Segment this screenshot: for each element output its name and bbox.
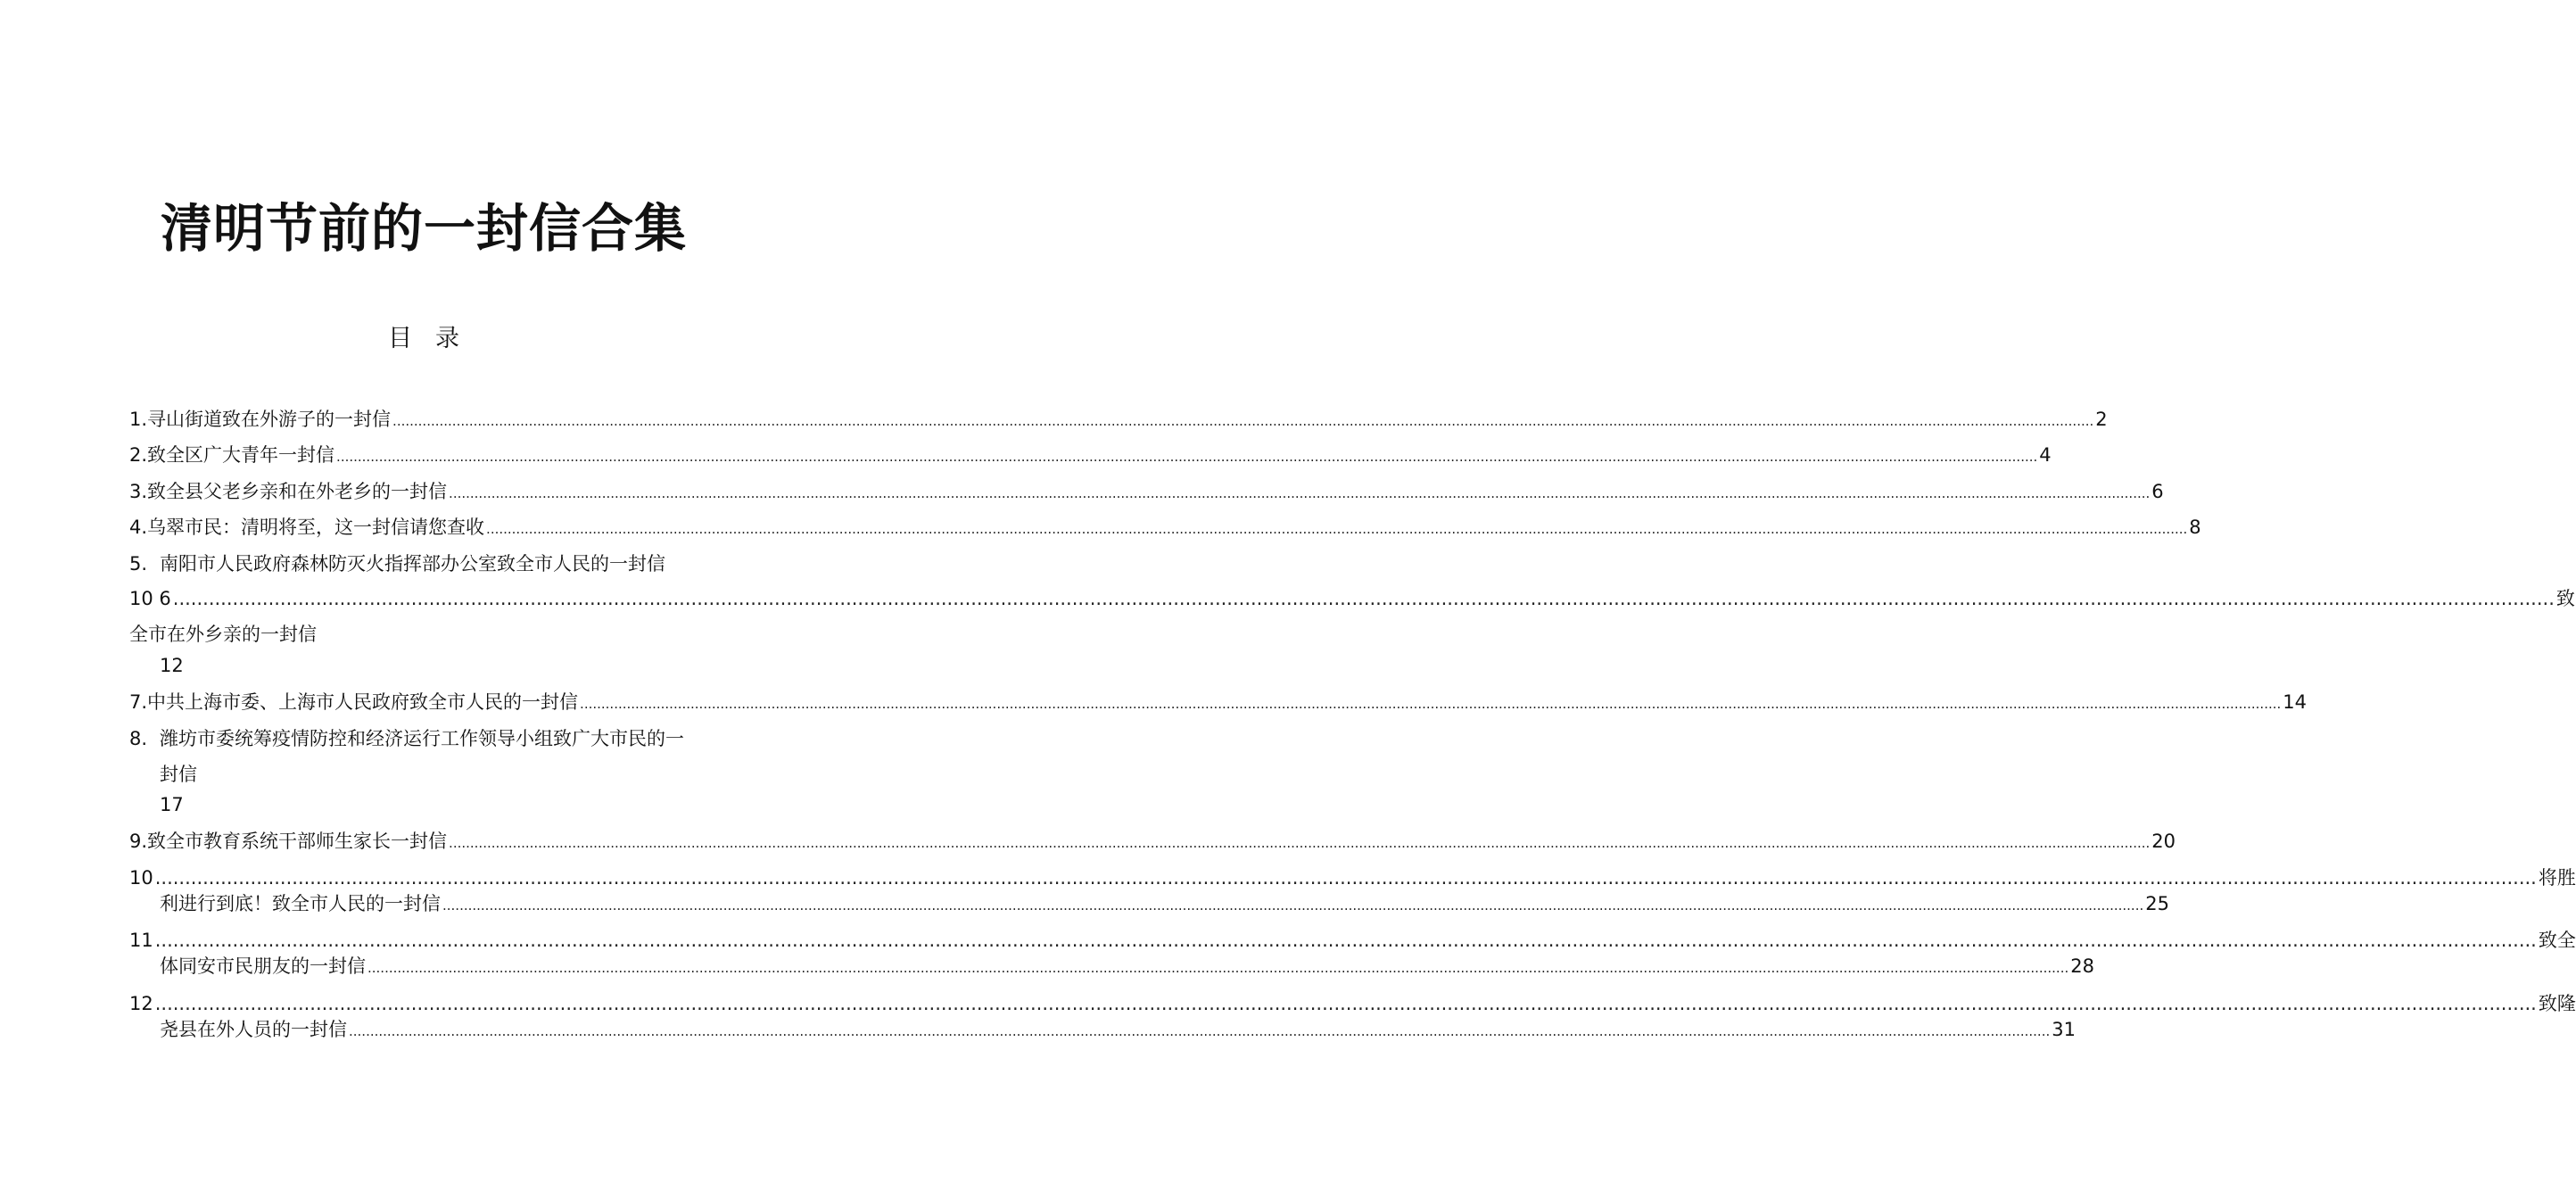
toc-leader: ................................................................................................................................................................................................................................................................................................................................................................................................................ [392, 413, 2094, 429]
toc-leader: ................................................................................................................................................................................................................................................................................................................................................................................................................ [154, 993, 2537, 1014]
toc-leader: ................................................................................................................................................................................................................................................................................................................................................................................................................ [486, 521, 2188, 537]
toc-entry-broken[interactable] [129, 927, 2576, 954]
toc-page: 17 [160, 794, 184, 815]
toc-entry-continued[interactable] [160, 1016, 2076, 1045]
toc-entry-continued[interactable] [160, 953, 2094, 981]
toc-page: 20 [2151, 831, 2176, 852]
toc-page: 25 [2145, 893, 2169, 914]
toc-page: 28 [2070, 955, 2094, 977]
toc-page: 14 [2283, 691, 2308, 713]
toc-page: 8 [2189, 517, 2201, 538]
toc-entry[interactable] [129, 550, 665, 577]
toc-heading: 目录 [388, 325, 483, 352]
toc-text[interactable]: 全市在外乡亲的一封信 [129, 624, 317, 645]
toc-leader: ................................................................................................................................................................................................................................................................................................................................................................................................................ [154, 930, 2537, 951]
toc-text: 寻山街道致在外游子的一封信 [147, 409, 392, 430]
toc-text: 将胜 [2538, 867, 2576, 889]
toc-page: 10 6 [129, 588, 171, 609]
toc-leader: ................................................................................................................................................................................................................................................................................................................................................................................................................ [172, 588, 2555, 609]
toc-leader: ................................................................................................................................................................................................................................................................................................................................................................................................................ [449, 835, 2151, 851]
toc-entry[interactable] [129, 725, 684, 752]
toc-entry[interactable] [129, 828, 2176, 856]
toc-number: 9. [129, 831, 148, 852]
toc-text: 南阳市人民政府森林防灭火指挥部办公室致全市人民的一封信 [160, 553, 665, 575]
toc-page: 2 [2095, 409, 2108, 430]
toc-leader: ................................................................................................................................................................................................................................................................................................................................................................................................................ [580, 696, 2282, 712]
toc-number: 5. [129, 553, 148, 575]
toc-page: 4 [2039, 444, 2052, 466]
toc-leader: ................................................................................................................................................................................................................................................................................................................................................................................................................ [449, 485, 2151, 501]
toc-entry[interactable] [129, 406, 2108, 434]
toc-number: 4. [129, 517, 148, 538]
toc-number: 3. [129, 481, 148, 502]
toc-number: 11 [129, 930, 153, 951]
toc-leader: ................................................................................................................................................................................................................................................................................................................................................................................................................ [442, 897, 2144, 914]
toc-entry-broken[interactable] [129, 864, 2576, 891]
toc-text: 致全市教育系统干部师生家长一封信 [147, 831, 448, 852]
toc-leader: ................................................................................................................................................................................................................................................................................................................................................................................................................ [349, 1023, 2051, 1039]
document-title: 清明节前的一封信合集 [160, 198, 687, 259]
toc-text: 体同安市民朋友的一封信 [160, 955, 366, 977]
toc-entry[interactable] [129, 689, 2308, 717]
toc-number: 7. [129, 691, 148, 713]
toc-entry-continued[interactable] [160, 890, 2169, 919]
toc-leader: ................................................................................................................................................................................................................................................................................................................................................................................................................ [154, 867, 2537, 889]
toc-number: 1. [129, 409, 148, 430]
toc-text: 乌翠市民：清明将至，这一封信请您查收 [147, 517, 485, 538]
toc-text: 中共上海市委、上海市人民政府致全市人民的一封信 [147, 691, 579, 713]
toc-text: 潍坊市委统筹疫情防控和经济运行工作领导小组致广大市民的一 [160, 728, 684, 749]
toc-number: 2. [129, 444, 148, 466]
toc-text: 致全 [2538, 930, 2576, 951]
toc-text: 致全县父老乡亲和在外老乡的一封信 [147, 481, 448, 502]
toc-number: 8. [129, 728, 148, 749]
toc-page: 12 [160, 655, 184, 676]
toc-text: 致隆 [2538, 993, 2576, 1014]
toc-number: 10 [129, 867, 153, 889]
toc-entry[interactable] [129, 442, 2052, 470]
toc-number: 12 [129, 993, 153, 1014]
toc-entry[interactable] [129, 514, 2201, 542]
toc-page: 6 [2151, 481, 2164, 502]
toc-entry-broken[interactable] [129, 990, 2576, 1017]
toc-leader: ................................................................................................................................................................................................................................................................................................................................................................................................................ [367, 960, 2069, 976]
toc-text: 致 [2555, 588, 2575, 609]
toc-entry[interactable] [129, 478, 2164, 507]
toc-entry-broken[interactable] [129, 585, 2575, 612]
toc-text-continued: 封信 [160, 764, 197, 785]
toc-text: 尧县在外人员的一封信 [160, 1019, 347, 1040]
toc-text: 利进行到底！致全市人民的一封信 [160, 893, 441, 914]
toc-leader: ................................................................................................................................................................................................................................................................................................................................................................................................................ [336, 449, 2038, 465]
toc-page: 31 [2052, 1019, 2076, 1040]
toc-text: 致全区广大青年一封信 [147, 444, 335, 466]
